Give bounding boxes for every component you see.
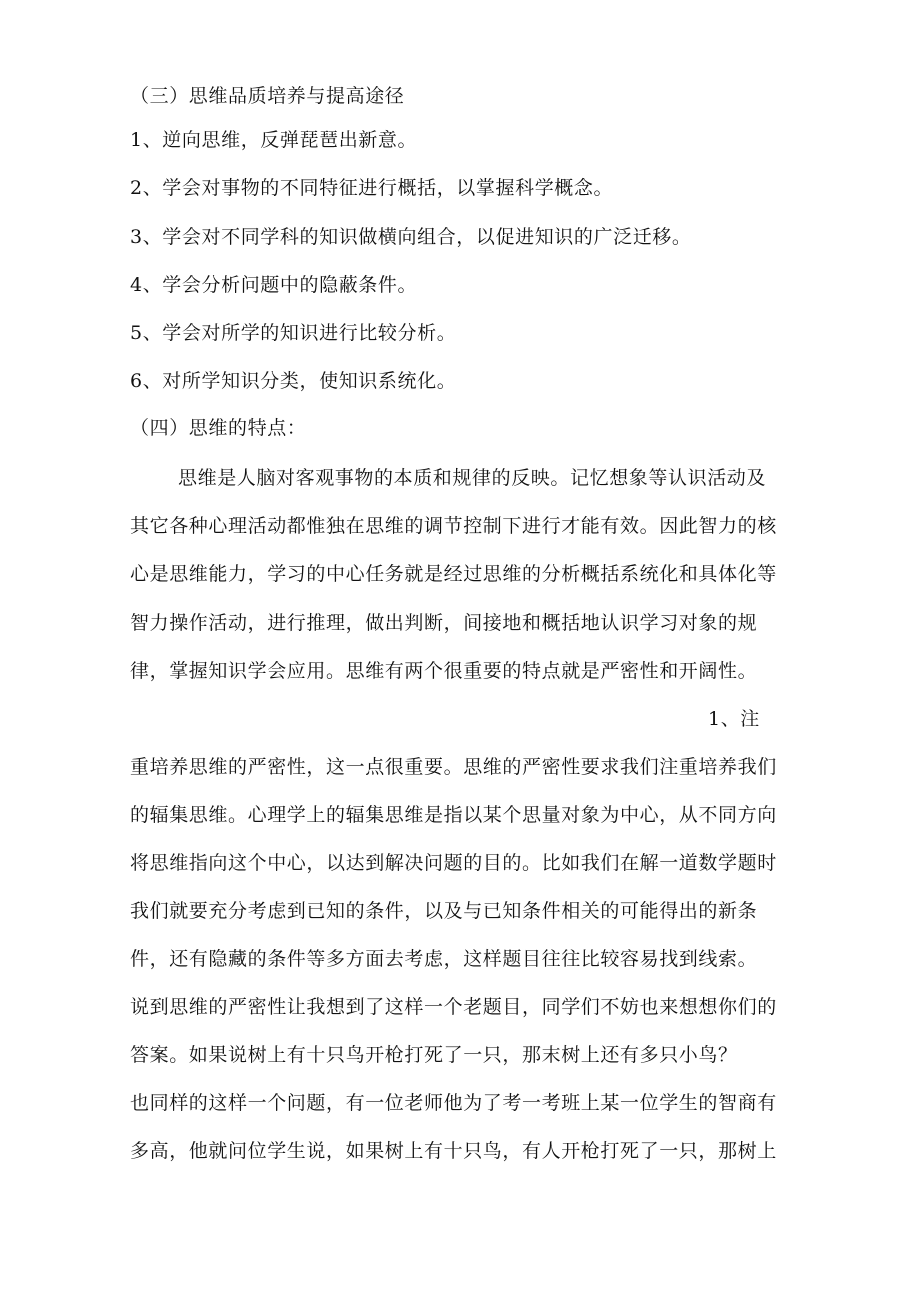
paragraph-2-line-3: 将思维指向这个中心，以达到解决问题的目的。比如我们在解一道数学题时 [130, 852, 777, 874]
paragraph-2-line-2: 的辐集思维。心理学上的辐集思维是指以某个思量对象为中心，从不同方向 [130, 804, 777, 826]
paragraph-1-line-5: 律，掌握知识学会应用。思维有两个很重要的特点就是严密性和开阔性。 [130, 660, 758, 682]
section-4-heading: （四）思维的特点： [130, 417, 307, 439]
list-item-2: 2、学会对事物的不同特征进行概括，以掌握科学概念。 [130, 177, 614, 199]
paragraph-2-line-5: 件，还有隐藏的条件等多方面去考虑，这样题目往往比较容易找到线索。 [130, 948, 758, 970]
paragraph-1-line-1: 思维是人脑对客观事物的本质和规律的反映。记忆想象等认识活动及 [178, 467, 767, 489]
list-item-6: 6、对所学知识分类，使知识系统化。 [130, 370, 457, 392]
paragraph-3-line-2: 答案。如果说树上有十只鸟开枪打死了一只，那末树上还有多只小鸟？ [130, 1044, 738, 1066]
list-item-1: 1、逆向思维，反弹琵琶出新意。 [130, 129, 418, 151]
paragraph-2-line-1: 重培养思维的严密性，这一点很重要。思维的严密性要求我们注重培养我们 [130, 756, 777, 778]
paragraph-1-line-2: 其它各种心理活动都惟独在思维的调节控制下进行才能有效。因此智力的核 [130, 515, 777, 537]
list-item-3: 3、学会对不同学科的知识做横向组合，以促进知识的广泛迁移。 [130, 226, 692, 248]
paragraph-3-line-1: 说到思维的严密性让我想到了这样一个老题目，同学们不妨也来想想你们的 [130, 996, 777, 1018]
list-item-5: 5、学会对所学的知识进行比较分析。 [130, 322, 457, 344]
point-1-label: 1、注 [708, 708, 760, 730]
section-3-heading: （三）思维品质培养与提高途径 [130, 85, 405, 107]
paragraph-4-line-1: 也同样的这样一个问题，有一位老师他为了考一考班上某一位学生的智商有 [130, 1092, 777, 1114]
paragraph-1-line-3: 心是思维能力，学习的中心任务就是经过思维的分析概括系统化和具体化等 [130, 563, 777, 585]
paragraph-1-line-4: 智力操作活动，进行推理，做出判断，间接地和概括地认识学习对象的规 [130, 612, 758, 634]
list-item-4: 4、学会分析问题中的隐蔽条件。 [130, 274, 418, 296]
paragraph-4-line-2: 多高，他就问位学生说，如果树上有十只鸟，有人开枪打死了一只，那树上 [130, 1140, 777, 1162]
paragraph-2-line-4: 我们就要充分考虑到已知的条件，以及与已知条件相关的可能得出的新条 [130, 900, 758, 922]
